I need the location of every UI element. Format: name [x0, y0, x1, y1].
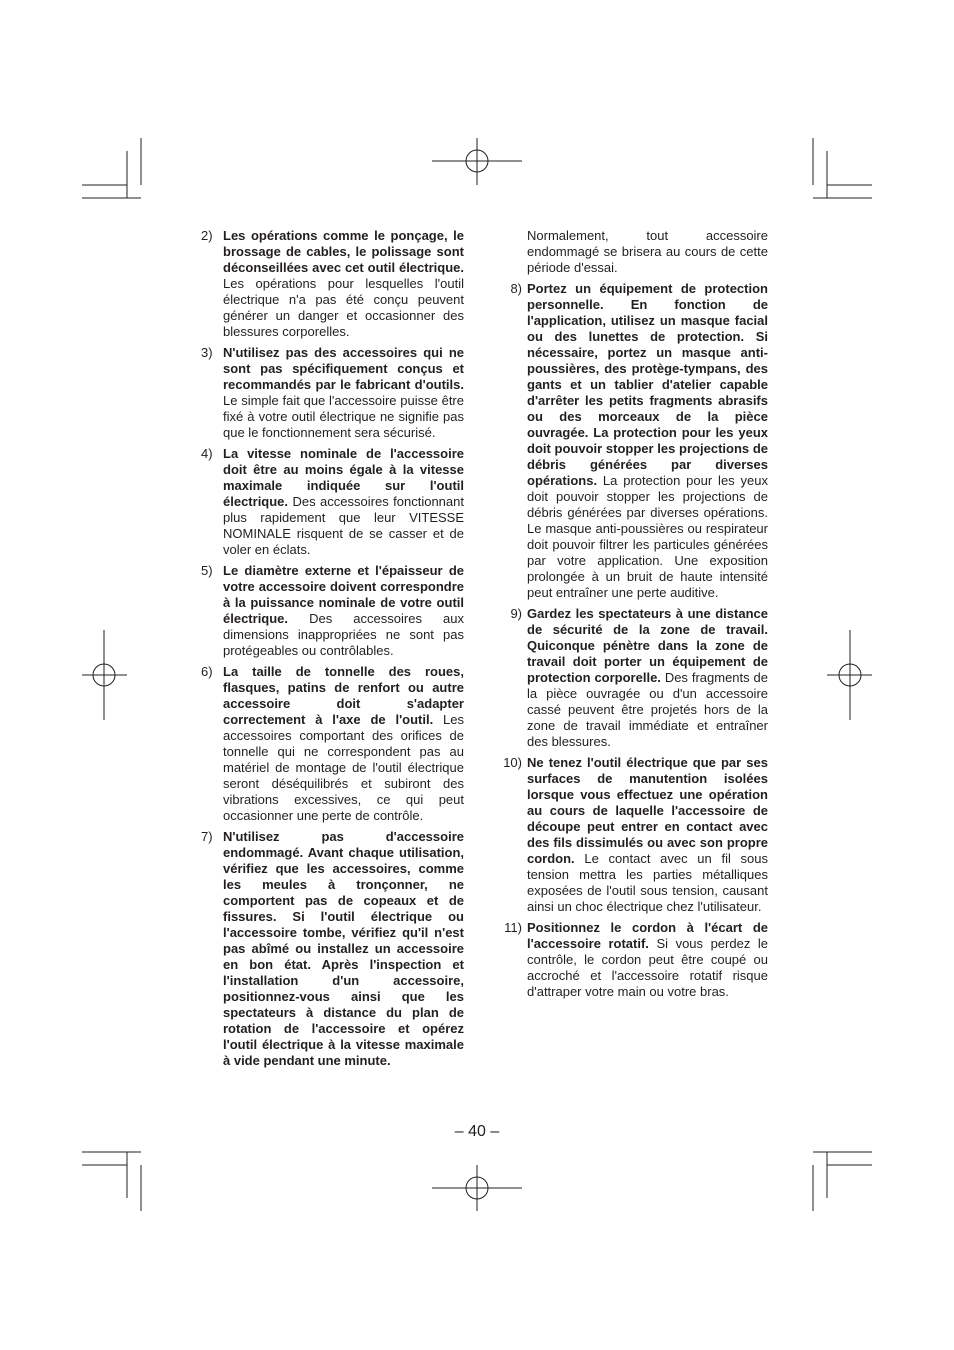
safety-item-7: [201, 829, 464, 1069]
item-text: Si vous perdez le contrôle, le cordon peut être coupé ou accroché et l'accessoire rotatif risque d'attraper votre main ou votre bras.: [527, 936, 768, 999]
item-heading: N'utilisez pas d'accessoire endommagé. Avant chaque utilisation, vérifiez que les accessoires, comme les meules à tronçonner, ne comportent pas de copeaux et de fissures. Si l'outil électrique ou l'accessoire tombe, vérifiez qu'il n'est pas abîmé ou installez un accessoire en bon état. Après l'inspection et l'installation d'un accessoire, positionnez-vous ainsi que les spectateurs à distance du plan de rotation de l'accessoire et opérez l'outil électrique à la vitesse maximale à vide pendant une minute.: [223, 829, 464, 1068]
item-heading: Positionnez le cordon à l'écart de l'accessoire rotatif.: [527, 920, 768, 951]
item-7-continuation: Normalement, tout accessoire endommagé se brisera au cours de cette période d'essai.: [527, 228, 768, 275]
item-number: 8): [510, 281, 522, 296]
right-column: [500, 228, 768, 1005]
item-heading: Le diamètre externe et l'épaisseur de votre accessoire doivent correspondre à la puissance nominale de votre outil électrique.: [223, 563, 464, 626]
left-column: [201, 228, 464, 1074]
item-text: Des accessoires fonctionnant plus rapidement que leur VITESSE NOMINALE risquent de se casser et de voler en éclats.: [223, 494, 464, 557]
safety-item-6: [201, 664, 464, 824]
item-text: Des fragments de la pièce ouvragée ou d'un accessoire cassé peuvent être projetés hors de la zone de travail immédiate et entraîner des blessures.: [527, 670, 768, 749]
item-text: Des accessoires aux dimensions inappropriées ne sont pas protégeables ou contrôlables.: [223, 611, 464, 658]
item-heading: Gardez les spectateurs à une distance de sécurité de la zone de travail. Quiconque pénètre dans la zone de travail doit porter un équipement de protection corporelle.: [527, 606, 768, 685]
item-text: Le contact avec un fil sous tension mettra les parties métalliques exposées de l'outil sous tension, causant ainsi un choc électrique chez l'utilisateur.: [527, 851, 768, 914]
safety-item-4: [201, 446, 464, 558]
item-number: 9): [510, 606, 522, 621]
item-heading: La vitesse nominale de l'accessoire doit être au moins égale à la vitesse maximale indiquée sur l'outil électrique.: [223, 446, 464, 509]
item-text: Les opérations pour lesquelles l'outil électrique n'a pas été conçu peuvent générer un danger et occasionner des blessures corporelles.: [223, 276, 464, 339]
item-heading: N'utilisez pas des accessoires qui ne sont pas spécifiquement conçus et recommandés par le fabricant d'outils.: [223, 345, 464, 392]
safety-item-10: [500, 755, 768, 915]
item-heading: La taille de tonnelle des roues, flasques, patins de renfort ou autre accessoire doit s'adapter correctement à l'axe de l'outil.: [223, 664, 464, 727]
safety-item-11: [500, 920, 768, 1000]
item-number: 4): [201, 446, 213, 461]
item-heading: Portez un équipement de protection personnelle. En fonction de l'application, utilisez un masque facial ou des lunettes de protection. Si nécessaire, portez un masque anti-poussières, des protège-tympans, des gants et un tablier d'atelier capable d'arrêter les petits fragments abrasifs ou des morceaux de la pièce ouvragée. La protection pour les yeux doit pouvoir stopper les projections de débris générées par diverses opérations.: [527, 281, 768, 488]
safety-item-8: [500, 281, 768, 601]
item-number: 10): [503, 755, 522, 770]
item-number: 5): [201, 563, 213, 578]
item-text: Les accessoires comportant des orifices de tonnelle qui ne correspondent pas au matériel de montage de l'outil électrique seront déséquilibrés et subiront des vibrations excessives, ce qui peut occasionner une perte de contrôle.: [223, 712, 465, 823]
safety-item-2: [201, 228, 464, 340]
item-number: 2): [201, 228, 213, 243]
item-number: 7): [201, 829, 213, 844]
item-heading: Les opérations comme le ponçage, le brossage de cables, le polissage sont déconseillées avec cet outil électrique.: [223, 228, 464, 275]
safety-item-5: [201, 563, 464, 659]
item-number: 6): [201, 664, 213, 679]
item-number: 3): [201, 345, 213, 360]
item-heading: Ne tenez l'outil électrique que par ses surfaces de manutention isolées lorsque vous effectuez une opération au cours de laquelle l'accessoire de découpe peut entrer en contact avec des fils dissimulés ou avec son propre cordon.: [527, 755, 768, 866]
page-number: – 40 –: [454, 1123, 500, 1140]
safety-item-3: [201, 345, 464, 441]
item-number: 11): [504, 920, 522, 935]
item-text: La protection pour les yeux doit pouvoir stopper les projections de débris générées par diverses opérations. Le masque anti-poussières ou respirateur doit pouvoir filtrer les particules générées par votre application. Une exposition prolongée à un bruit de haute intensité peut entraîner une perte auditive.: [527, 473, 768, 600]
item-text: Le simple fait que l'accessoire puisse être fixé à votre outil électrique ne signifie pas que le fonctionnement sera sécurisé.: [223, 393, 464, 440]
safety-item-9: [500, 606, 768, 750]
